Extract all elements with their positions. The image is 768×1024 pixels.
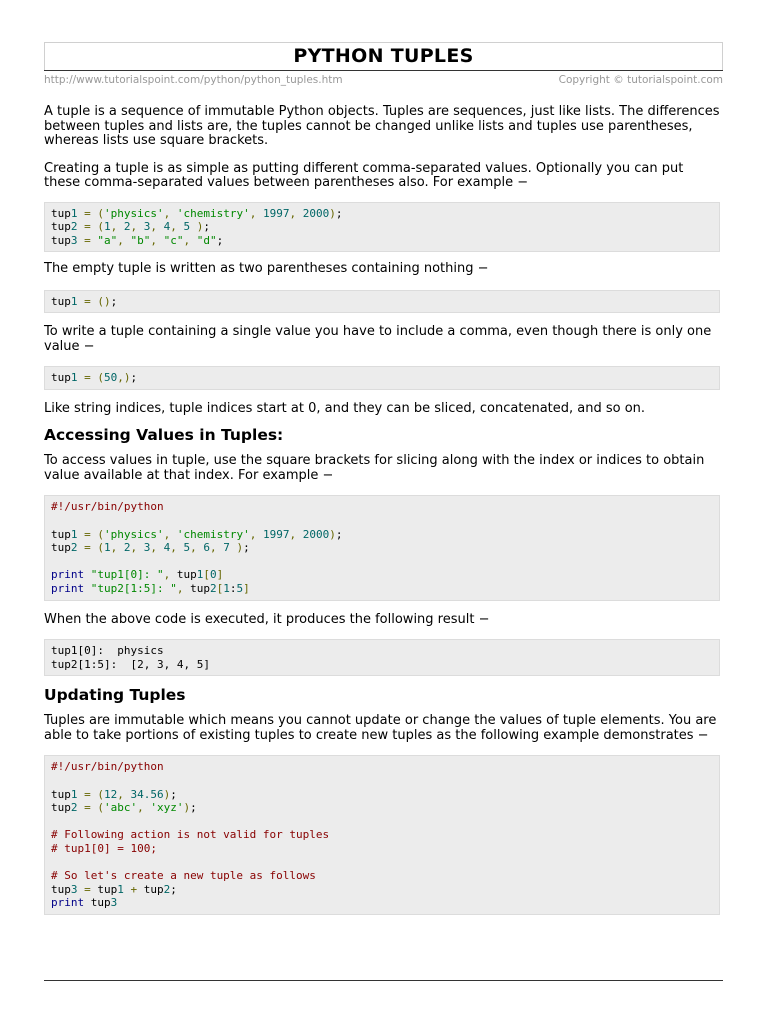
updating-paragraph: Tuples are immutable which means you cannot update or change the values of tuple elements. You are able to take portions of existing tuples to create new tuples as the following example demonstrates −: [44, 713, 717, 743]
indices-paragraph: Like string indices, tuple indices start at 0, and they can be sliced, concatenated, and so on.: [44, 400, 646, 416]
code-line: [51, 855, 713, 869]
code-line: tup1 = ();: [51, 294, 118, 308]
code-line: tup2[1:5]: [2, 3, 4, 5]: [51, 657, 210, 671]
code-line: # tup1[0] = 100;: [51, 841, 157, 855]
source-url-link[interactable]: http://www.tutorialspoint.com/python/python_tuples.htm: [44, 74, 343, 86]
title-box: [44, 42, 723, 70]
code-block-single: [44, 366, 720, 390]
code-line: tup2 = ('abc', 'xyz');: [51, 801, 197, 815]
code-line: tup1 = ('physics', 'chemistry', 1997, 2000);: [51, 206, 343, 220]
code-line: tup1 = ('physics', 'chemistry', 1997, 2000);: [51, 527, 343, 541]
code-block-access: [44, 495, 720, 600]
code-line: #!/usr/bin/python: [51, 500, 164, 514]
code-line: tup1 = (50,);: [51, 371, 138, 385]
code-block-empty: [44, 290, 720, 314]
document-page: [44, 42, 723, 915]
code-line: print tup3: [51, 896, 118, 910]
header-rule: [44, 70, 723, 71]
code-line: [51, 815, 713, 829]
code-line: tup2 = (1, 2, 3, 4, 5, 6, 7 );: [51, 541, 250, 555]
code-line: tup1 = (12, 34.56);: [51, 787, 177, 801]
heading-accessing: Accessing Values in Tuples:: [44, 426, 284, 445]
code-line: tup2 = (1, 2, 3, 4, 5 );: [51, 220, 210, 234]
heading-updating: Updating Tuples: [44, 686, 186, 705]
code-line: [51, 774, 713, 788]
intro-paragraph: A tuple is a sequence of immutable Python objects. Tuples are sequences, just like lists. The differences between tuples and lists are, the tuples cannot be changed unlike lists and tuples use parentheses, whereas lists use square brackets.: [44, 104, 720, 148]
code-line: tup3 = "a", "b", "c", "d";: [51, 233, 224, 247]
code-line: #!/usr/bin/python: [51, 760, 164, 774]
code-line: [51, 555, 713, 569]
code-line: print "tup1[0]: ", tup1[0]: [51, 568, 224, 582]
code-line: # Following action is not valid for tuples: [51, 828, 330, 842]
code-line: tup1[0]: physics: [51, 644, 164, 658]
footer-rule: [44, 980, 723, 981]
code-line: print "tup2[1:5]: ", tup2[1:5]: [51, 582, 250, 596]
code-line: tup3 = tup1 + tup2;: [51, 882, 177, 896]
empty-tuple-paragraph: The empty tuple is written as two parentheses containing nothing −: [44, 261, 489, 277]
code-line: # So let's create a new tuple as follows: [51, 869, 316, 883]
single-value-paragraph: To write a tuple containing a single value you have to include a comma, even though there is only one value −: [44, 324, 712, 354]
header-line: [44, 72, 723, 90]
copyright-text: Copyright © tutorialspoint.com: [558, 74, 723, 86]
page-title: PYTHON TUPLES: [293, 45, 474, 67]
code-line: [51, 514, 713, 528]
executed-paragraph: When the above code is executed, it produces the following result −: [44, 611, 490, 627]
code-block-create: [44, 202, 720, 253]
code-block-update: [44, 755, 720, 915]
creating-paragraph: Creating a tuple is as simple as putting different comma-separated values. Optionally you can put these comma-separated values between parentheses also. For example −: [44, 160, 684, 190]
access-paragraph: To access values in tuple, use the square brackets for slicing along with the index or indices to obtain value available at that index. For example −: [44, 453, 705, 483]
code-block-output: [44, 639, 720, 676]
